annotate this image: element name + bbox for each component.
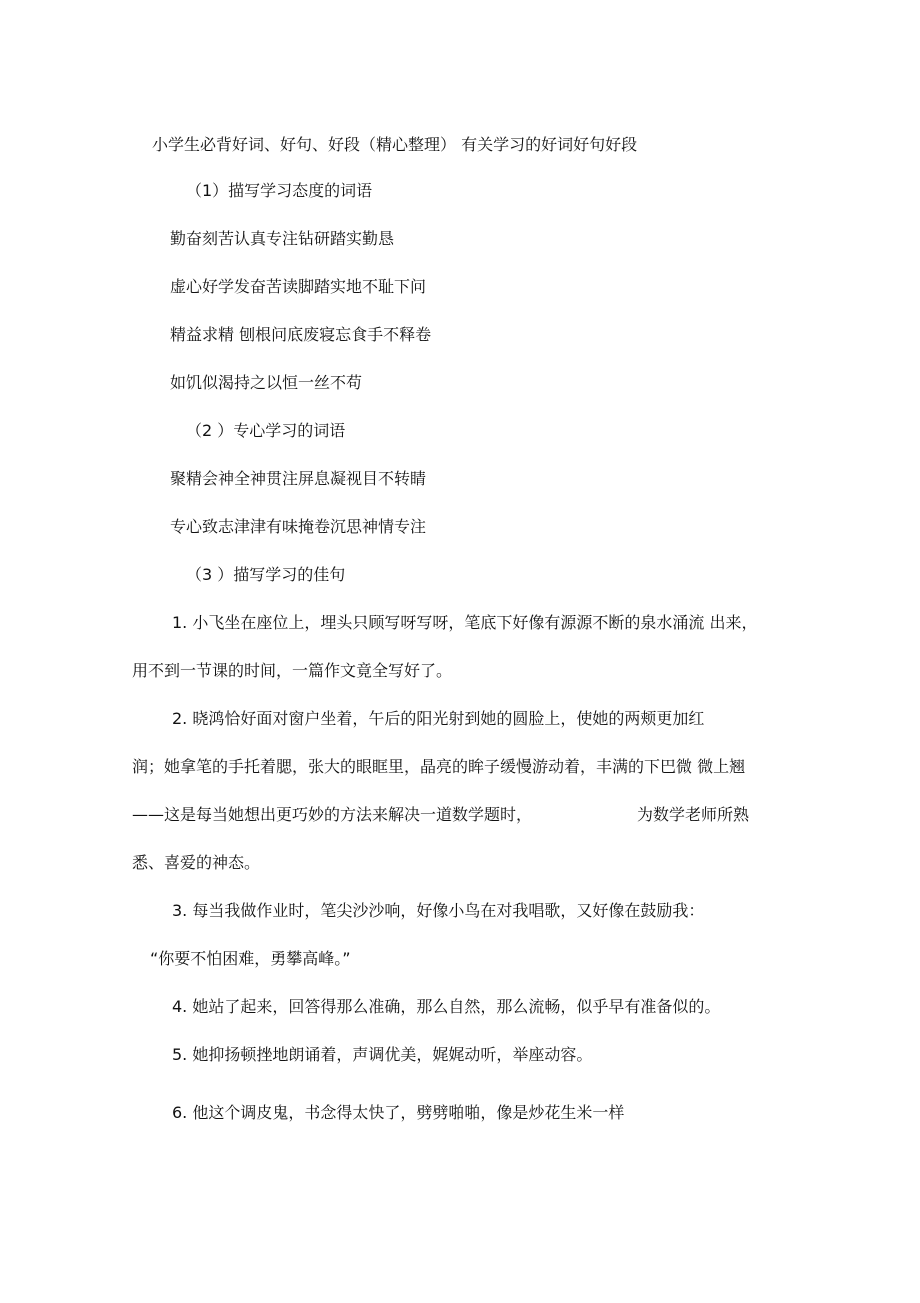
section1-line-2: 虚心好学发奋苦读脚踏实地不耻下问 xyxy=(170,277,427,296)
section1-line-4: 如饥似渴持之以恒一丝不苟 xyxy=(170,373,363,392)
sentence-3-line-1: 3. 每当我做作业时，笔尖沙沙响，好像小鸟在对我唱歌，又好像在鼓励我： xyxy=(172,901,705,920)
sentence-2-line-3b: 为数学老师所熟 xyxy=(637,805,750,824)
sentence-3-line-2: “你要不怕困难，勇攀高峰。” xyxy=(150,949,351,968)
sentence-1-line-1: 1. 小飞坐在座位上，埋头只顾写呀写呀，笔底下好像有源源不断的泉水涌流 出来， xyxy=(172,613,758,632)
document-title: 小学生必背好词、好句、好段（精心整理） 有关学习的好词好句好段 xyxy=(152,135,638,154)
sentence-1-line-2: 用不到一节课的时间，一篇作文竟全写好了。 xyxy=(132,661,453,680)
sentence-4: 4. 她站了起来，回答得那么准确，那么自然，那么流畅，似乎早有准备似的。 xyxy=(172,997,721,1016)
sentence-2-line-2: 润；她拿笔的手托着腮，张大的眼眶里，晶亮的眸子缓慢游动着，丰满的下巴微 微上翘 xyxy=(132,757,746,776)
section1-heading: （1）描写学习态度的词语 xyxy=(186,181,373,200)
section2-line-2: 专心致志津津有味掩卷沉思神情专注 xyxy=(170,517,427,536)
sentence-6: 6. 他这个调皮鬼，书念得太快了，劈劈啪啪，像是炒花生米一样 xyxy=(172,1103,625,1122)
section2-heading: （2 ）专心学习的词语 xyxy=(186,421,346,440)
section2-line-1: 聚精会神全神贯注屏息凝视目不转睛 xyxy=(170,469,427,488)
sentence-2-line-3a: ——这是每当她想出更巧妙的方法来解决一道数学题时， xyxy=(132,805,533,824)
sentence-2-line-4: 悉、喜爱的神态。 xyxy=(132,853,261,872)
sentence-5: 5. 她抑扬顿挫地朗诵着，声调优美，娓娓动听，举座动容。 xyxy=(172,1045,593,1064)
section1-line-1: 勤奋刻苦认真专注钻研踏实勤恳 xyxy=(170,229,395,248)
sentence-2-line-1: 2. 晓鸿恰好面对窗户坐着，午后的阳光射到她的圆脸上，使她的两颊更加红 xyxy=(172,709,705,728)
section3-heading: （3 ）描写学习的佳句 xyxy=(186,565,346,584)
section1-line-3: 精益求精 刨根问底废寝忘食手不释卷 xyxy=(170,325,432,344)
